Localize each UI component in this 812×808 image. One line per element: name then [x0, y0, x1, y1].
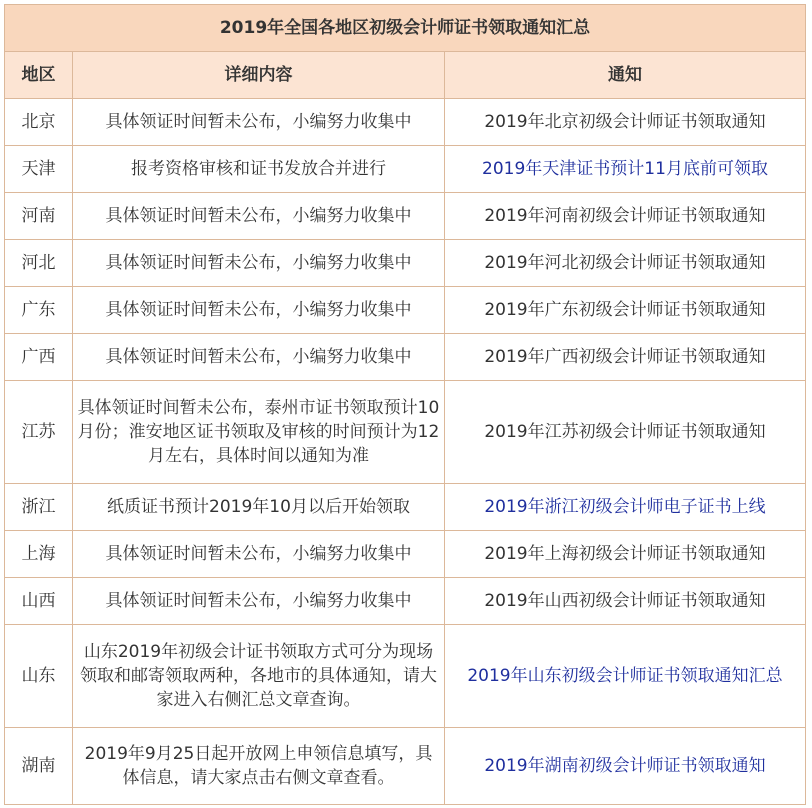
notice-cell: 2019年河南初级会计师证书领取通知	[445, 193, 806, 240]
notice-link[interactable]: 2019年浙江初级会计师电子证书上线	[445, 484, 806, 531]
column-header-detail: 详细内容	[73, 52, 445, 99]
table-row	[5, 287, 806, 334]
column-header-region: 地区	[5, 52, 73, 99]
notice-cell: 2019年广西初级会计师证书领取通知	[445, 334, 806, 381]
region-cell: 河北	[5, 240, 73, 287]
table-row	[5, 625, 806, 728]
certificate-notice-table	[4, 4, 806, 805]
notice-link[interactable]: 2019年山东初级会计师证书领取通知汇总	[445, 625, 806, 728]
notice-cell: 2019年北京初级会计师证书领取通知	[445, 99, 806, 146]
table-row	[5, 193, 806, 240]
detail-cell: 具体领证时间暂未公布，泰州市证书领取预计10月份；淮安地区证书领取及审核的时间预计为12月左右，具体时间以通知为准	[73, 381, 445, 484]
region-cell: 浙江	[5, 484, 73, 531]
region-cell: 广西	[5, 334, 73, 381]
region-cell: 北京	[5, 99, 73, 146]
region-cell: 河南	[5, 193, 73, 240]
region-cell: 湖南	[5, 728, 73, 805]
detail-cell: 具体领证时间暂未公布，小编努力收集中	[73, 99, 445, 146]
region-cell: 江苏	[5, 381, 73, 484]
notice-cell: 2019年上海初级会计师证书领取通知	[445, 531, 806, 578]
detail-cell: 具体领证时间暂未公布，小编努力收集中	[73, 287, 445, 334]
notice-cell: 2019年江苏初级会计师证书领取通知	[445, 381, 806, 484]
column-header-notice: 通知	[445, 52, 806, 99]
table-row	[5, 531, 806, 578]
table-row	[5, 240, 806, 287]
detail-cell: 山东2019年初级会计证书领取方式可分为现场领取和邮寄领取两种，各地市的具体通知，请大家进入右侧汇总文章查询。	[73, 625, 445, 728]
table-row	[5, 99, 806, 146]
region-cell: 山西	[5, 578, 73, 625]
title-row	[5, 5, 806, 52]
notice-cell: 2019年河北初级会计师证书领取通知	[445, 240, 806, 287]
notice-cell: 2019年广东初级会计师证书领取通知	[445, 287, 806, 334]
table-row	[5, 334, 806, 381]
header-row	[5, 52, 806, 99]
table-row	[5, 146, 806, 193]
table-row	[5, 578, 806, 625]
notice-cell: 2019年山西初级会计师证书领取通知	[445, 578, 806, 625]
detail-cell: 2019年9月25日起开放网上申领信息填写，具体信息，请大家点击右侧文章查看。	[73, 728, 445, 805]
table-title: 2019年全国各地区初级会计师证书领取通知汇总	[5, 5, 806, 52]
table-row	[5, 484, 806, 531]
detail-cell: 具体领证时间暂未公布，小编努力收集中	[73, 578, 445, 625]
notice-link[interactable]: 2019年湖南初级会计师证书领取通知	[445, 728, 806, 805]
region-cell: 广东	[5, 287, 73, 334]
detail-cell: 具体领证时间暂未公布，小编努力收集中	[73, 240, 445, 287]
region-cell: 山东	[5, 625, 73, 728]
table-row	[5, 728, 806, 805]
region-cell: 上海	[5, 531, 73, 578]
detail-cell: 具体领证时间暂未公布，小编努力收集中	[73, 334, 445, 381]
detail-cell: 具体领证时间暂未公布，小编努力收集中	[73, 193, 445, 240]
detail-cell: 纸质证书预计2019年10月以后开始领取	[73, 484, 445, 531]
region-cell: 天津	[5, 146, 73, 193]
detail-cell: 具体领证时间暂未公布，小编努力收集中	[73, 531, 445, 578]
detail-cell: 报考资格审核和证书发放合并进行	[73, 146, 445, 193]
table-row	[5, 381, 806, 484]
notice-link[interactable]: 2019年天津证书预计11月底前可领取	[445, 146, 806, 193]
